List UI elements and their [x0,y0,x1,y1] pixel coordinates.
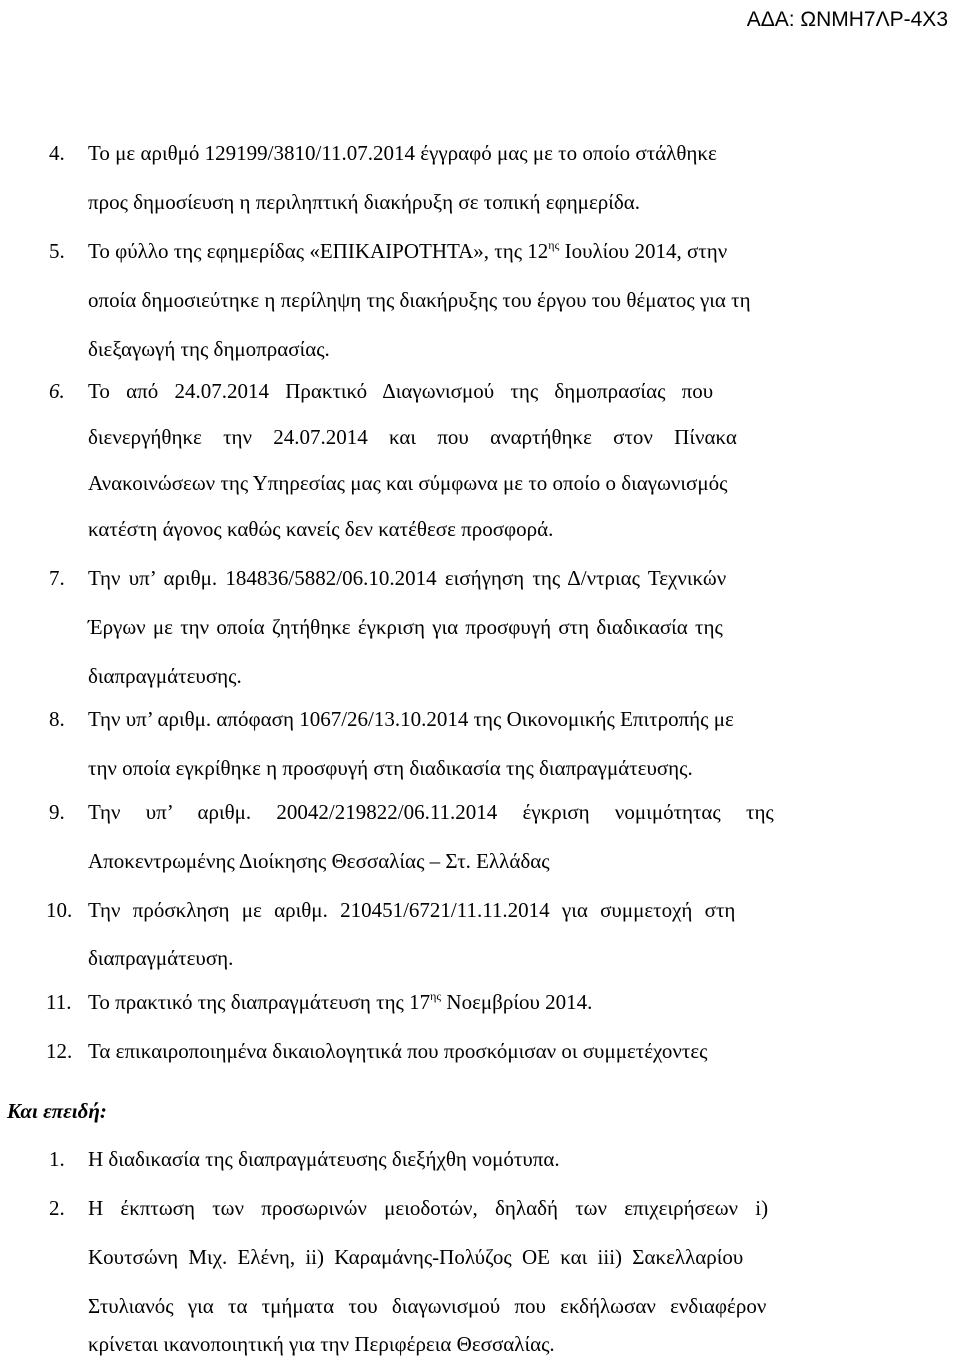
item-text-line: Κουτσώνη Μιχ. Ελένη, ii) Καραμάνης-Πολύζος ΟΕ και iii) Σακελλαρίου [88,1245,744,1269]
item-text-line: Το πρακτικό της διαπραγμάτευση της $17^{\eta\varsigma}$ Νοεμβρίου 2014. [88,989,593,1014]
item-text-line: προς δημοσίευση η περιληπτική διακήρυξη σε τοπική εφημερίδα. [88,190,641,214]
item-text-line: διαπραγμάτευση. [88,946,234,970]
item-number: 10. [46,898,73,922]
section-heading: Και επειδή: [7,1099,107,1123]
item-number: 12. [46,1039,73,1063]
item-number: 8. [49,707,65,731]
document-code: ΑΔΑ: ΩΝΜΗ7ΛΡ-4Χ3 [746,8,948,31]
item-text-line: Τα επικαιροποιημένα δικαιολογητικά που προσκόμισαν οι συμμετέχοντες [88,1039,708,1063]
item-text-line: Ανακοινώσεων της Υπηρεσίας μας και σύμφωνα με το οποίο ο διαγωνισμός [88,471,728,495]
item-text-line: κρίνεται ικανοποιητική για την Περιφέρεια Θεσσαλίας. [88,1332,555,1356]
superscript: ης [430,989,442,1003]
item-text-line: Η έκπτωση των προσωρινών μειοδοτών, δηλαδή των επιχειρήσεων i) [88,1196,769,1220]
item-text-line: κατέστη άγονος καθώς κανείς δεν κατέθεσε προσφορά. [88,517,554,541]
item-text-line: Το από 24.07.2014 Πρακτικό Διαγωνισμού της δημοπρασίας που [88,379,714,403]
item-text-line: την οποία εγκρίθηκε η προσφυγή στη διαδικασία της διαπραγμάτευσης. [88,756,693,780]
item-number: 1. [49,1147,65,1171]
item-text-line: Η διαδικασία της διαπραγμάτευσης διεξήχθη νομότυπα. [88,1147,560,1171]
item-text-line: οποία δημοσιεύτηκε η περίληψη της διακήρυξης του έργου του θέματος για τη [88,288,751,312]
superscript: ης [548,238,560,252]
item-text-line: Στυλιανός για τα τμήματα του διαγωνισμού που εκδήλωσαν ενδιαφέρον [88,1294,767,1318]
item-text-line: Έργων με την οποία ζητήθηκε έγκριση για προσφυγή στη διαδικασία της [88,615,723,639]
item-text-line: Αποκεντρωμένης Διοίκησης Θεσσαλίας – Στ. Ελλάδας [88,849,550,873]
item-text-line: Την υπ’ αριθμ. 20042/219822/06.11.2014 έγκριση νομιμότητας της [88,800,774,824]
item-text-line: Το με αριθμό 129199/3810/11.07.2014 έγγραφό μας με το οποίο στάλθηκε [88,141,717,165]
item-text-line: διενεργήθηκε την 24.07.2014 και που αναρτήθηκε στον Πίνακα [88,425,737,449]
item-number: 4. [49,141,65,165]
item-number: 9. [49,800,65,824]
item-number: 6. [49,379,65,403]
item-number: 2. [49,1196,65,1220]
item-text-line: Την υπ’ αριθμ. 184836/5882/06.10.2014 εισήγηση της Δ/ντριας Τεχνικών [88,566,727,590]
item-text-line: Την υπ’ αριθμ. απόφαση 1067/26/13.10.2014 της Οικονομικής Επιτροπής με [88,707,734,731]
item-text-line: διαπραγμάτευσης. [88,664,242,688]
item-number: 7. [49,566,65,590]
item-text-line: διεξαγωγή της δημοπρασίας. [88,337,330,361]
item-number: 11. [46,990,72,1014]
item-number: 5. [49,239,65,263]
item-text-line: Το φύλλο της εφημερίδας «ΕΠΙΚΑΙΡΟΤΗΤΑ», της $12^{\eta\varsigma}$ Ιουλίου 2014, στην [88,238,728,263]
item-text-line: Την πρόσκληση με αριθμ. 210451/6721/11.11.2014 για συμμετοχή στη [88,898,736,922]
